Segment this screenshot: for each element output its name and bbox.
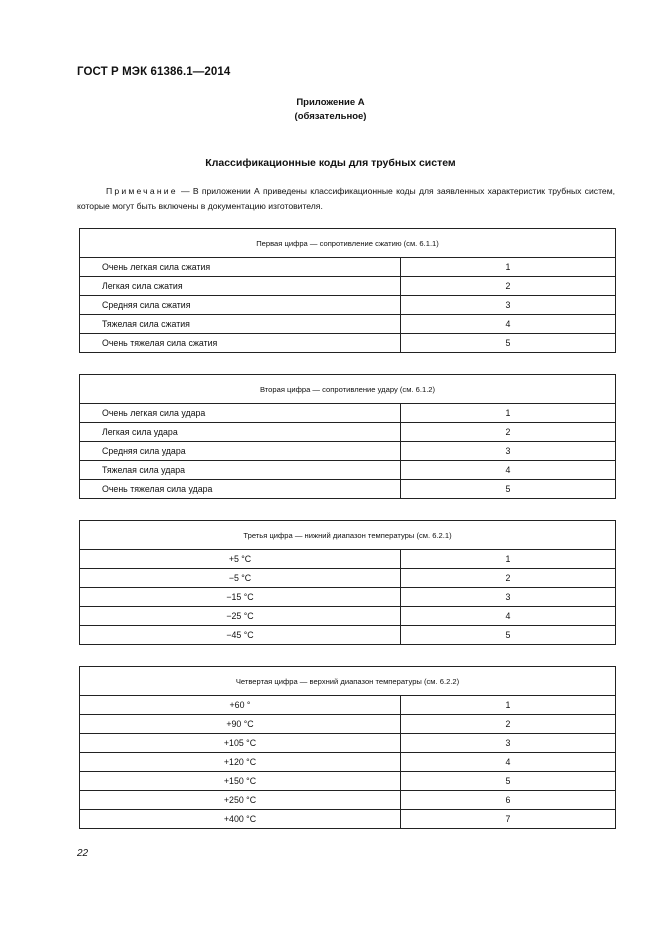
row-label: −5 °C (80, 569, 401, 588)
row-label: +90 °C (80, 715, 401, 734)
table-header: Четвертая цифра — верхний диапазон температуры (см. 6.2.2) (80, 667, 616, 696)
table-impact-resistance (79, 374, 616, 499)
row-label: Средняя сила удара (80, 442, 401, 461)
row-code: 4 (401, 607, 616, 626)
row-code: 1 (401, 404, 616, 423)
table-row (80, 588, 616, 607)
table-upper-temperature (79, 666, 616, 829)
table-header: Вторая цифра — сопротивление удару (см. 6.1.2) (80, 375, 616, 404)
row-code: 2 (401, 423, 616, 442)
table-row (80, 296, 616, 315)
row-label: −15 °C (80, 588, 401, 607)
row-code: 3 (401, 442, 616, 461)
row-label: Легкая сила удара (80, 423, 401, 442)
table-lower-temperature (79, 520, 616, 645)
row-code: 6 (401, 791, 616, 810)
table-row (80, 258, 616, 277)
row-code: 4 (401, 315, 616, 334)
table-header-row (80, 667, 616, 696)
row-code: 1 (401, 696, 616, 715)
row-code: 5 (401, 480, 616, 499)
table-row (80, 334, 616, 353)
page-number: 22 (77, 848, 89, 859)
row-code: 1 (401, 258, 616, 277)
row-label: +120 °C (80, 753, 401, 772)
table-row (80, 734, 616, 753)
row-code: 4 (401, 753, 616, 772)
table-header: Первая цифра — сопротивление сжатию (см. 6.1.1) (80, 229, 616, 258)
row-label: +5 °C (80, 550, 401, 569)
row-label: Тяжелая сила удара (80, 461, 401, 480)
note-paragraph (77, 184, 615, 214)
table-row (80, 772, 616, 791)
table-row (80, 715, 616, 734)
row-label: Очень легкая сила сжатия (80, 258, 401, 277)
table-compression-resistance (79, 228, 616, 353)
table-row (80, 626, 616, 645)
row-code: 3 (401, 734, 616, 753)
row-code: 5 (401, 334, 616, 353)
document-code: ГОСТ Р МЭК 61386.1—2014 (77, 66, 231, 78)
row-code: 3 (401, 296, 616, 315)
row-label: Очень легкая сила удара (80, 404, 401, 423)
table-row (80, 277, 616, 296)
table-header-row (80, 229, 616, 258)
row-label: +60 ° (80, 696, 401, 715)
table-row (80, 550, 616, 569)
annex-status: (обязательное) (294, 111, 367, 122)
table-header: Третья цифра — нижний диапазон температуры (см. 6.2.1) (80, 521, 616, 550)
annex-title-block (0, 96, 661, 124)
table-header-row (80, 521, 616, 550)
row-code: 5 (401, 772, 616, 791)
table-row (80, 607, 616, 626)
annex-title: Приложение А (296, 97, 365, 108)
row-code: 3 (401, 588, 616, 607)
row-label: +250 °C (80, 791, 401, 810)
row-code: 2 (401, 715, 616, 734)
table-row (80, 442, 616, 461)
row-code: 2 (401, 569, 616, 588)
row-code: 5 (401, 626, 616, 645)
table-row (80, 480, 616, 499)
row-label: Очень тяжелая сила удара (80, 480, 401, 499)
row-label: +150 °C (80, 772, 401, 791)
table-row (80, 791, 616, 810)
table-row (80, 569, 616, 588)
row-code: 4 (401, 461, 616, 480)
row-label: Средняя сила сжатия (80, 296, 401, 315)
row-label: Легкая сила сжатия (80, 277, 401, 296)
row-label: Очень тяжелая сила сжатия (80, 334, 401, 353)
table-row (80, 423, 616, 442)
row-code: 2 (401, 277, 616, 296)
table-row (80, 315, 616, 334)
row-label: Тяжелая сила сжатия (80, 315, 401, 334)
note-label: Примечание (106, 186, 178, 196)
row-label: −45 °C (80, 626, 401, 645)
row-code: 1 (401, 550, 616, 569)
table-row (80, 810, 616, 829)
row-label: +105 °C (80, 734, 401, 753)
table-row (80, 404, 616, 423)
row-label: +400 °C (80, 810, 401, 829)
row-label: −25 °C (80, 607, 401, 626)
table-row (80, 753, 616, 772)
table-row (80, 461, 616, 480)
table-header-row (80, 375, 616, 404)
row-code: 7 (401, 810, 616, 829)
note-text: — В приложении А приведены классификационные коды для заявленных характеристик трубных систем, которые могут быть включены в документацию изготовителя. (77, 186, 615, 211)
table-row (80, 696, 616, 715)
section-heading: Классификационные коды для трубных систем (205, 157, 456, 169)
